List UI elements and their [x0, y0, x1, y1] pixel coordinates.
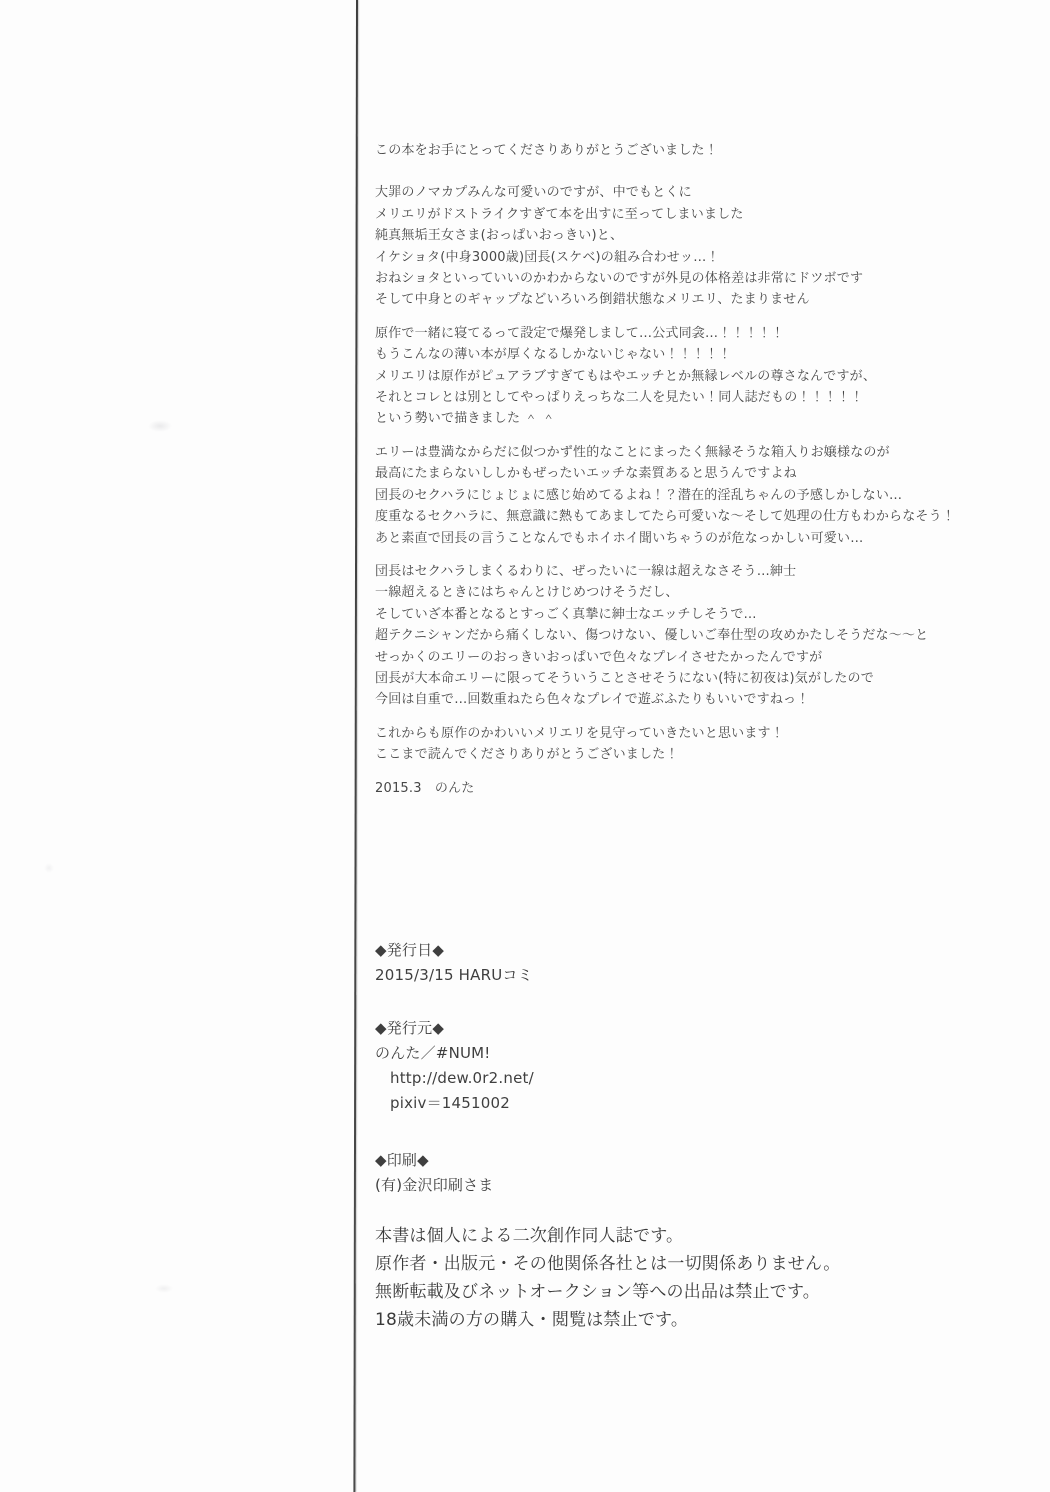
publisher-pixiv-id: pixiv＝1451002 [390, 1094, 511, 1112]
afterword-line: 今回は自重で…回数重ねたら色々なプレイで遊ぶふたりもいいですねっ！ [375, 692, 810, 708]
afterword-line: 一線超えるときにはちゃんとけじめつけそうだし、 [375, 585, 679, 601]
afterword-line: 大罪のノマカプみんな可愛いのですが、中でもとくに [375, 185, 692, 201]
afterword-line: 超テクニシャンだから痛くしない、傷つけない、優しいご奉仕型の攻めかたしそうだな～～と [375, 628, 929, 644]
disclaimer-line: 無断転載及びネットオークション等への出品は禁止です。 [375, 1282, 820, 1302]
afterword-paragraph [375, 182, 995, 310]
publication-date-value: 2015/3/15 HARUコミ [375, 966, 533, 984]
afterword-line: もうこんなの薄い本が厚くなるしかないじゃない！！！！！ [375, 347, 732, 363]
afterword-line: 最高にたまらないししかもぜったいエッチな素質あると思うんですよね [375, 466, 797, 482]
afterword-line: それとコレとは別としてやっぱりえっちな二人を見たい！同人誌だもの！！！！！ [375, 390, 864, 406]
afterword-line: 純真無垢王女さま(おっぱいおっきい)と、 [375, 228, 624, 244]
disclaimer-line: 原作者・出版元・その他関係各社とは一切関係ありません。 [375, 1254, 841, 1274]
section-heading-printer: ◆印刷◆ [375, 1151, 429, 1169]
afterword-line: 原作で一緒に寝てるって設定で爆発しまして…公式同衾…！！！！！ [375, 325, 785, 341]
afterword-line: 度重なるセクハラに、無意識に熱もてあましてたら可愛いな～そして処理の仕方もわからなそう！ [375, 509, 956, 525]
afterword-signature: 2015.3 のんた [375, 780, 475, 796]
scan-artifact [155, 1284, 173, 1293]
afterword-line: そして中身とのギャップなどいろいろ倒錯状態なメリエリ、たまりません [375, 292, 810, 308]
colophon-section-printer [375, 1148, 995, 1198]
afterword-line: メリエリは原作がピュアラブすぎてもはやエッチとか無縁レベルの尊さなんですが、 [375, 368, 877, 384]
printer-name: (有)金沢印刷さま [375, 1176, 494, 1194]
afterword-paragraph [375, 323, 995, 430]
afterword-paragraph [375, 442, 995, 549]
colophon [375, 938, 995, 1334]
scan-artifact [44, 863, 54, 873]
afterword-line: 団長はセクハラしまくるわりに、ぜったいに一線は超えなさそう…紳士 [375, 563, 797, 579]
afterword-line: 団長のセクハラにじょじょに感じ始めてるよね！？潜在的淫乱ちゃんの予感しかしない… [375, 487, 903, 503]
afterword-line: この本をお手にとってくださりありがとうございました！ [375, 143, 718, 158]
afterword-paragraph [375, 561, 995, 711]
publisher-url-text: http://dew.0r2.net/ [390, 1069, 534, 1087]
colophon-section-publication-date [375, 938, 995, 988]
afterword-line: せっかくのエリーのおっきいおっぱいで色々なプレイさせたかったんですが [375, 649, 823, 665]
gutter-rule [353, 0, 358, 1492]
afterword-paragraph [375, 140, 995, 161]
afterword-line: という勢いで描きました ＾ ＾ [375, 411, 556, 427]
section-heading-publisher: ◆発行元◆ [375, 1019, 445, 1037]
publisher-name: のんた／#NUM! [375, 1044, 491, 1062]
afterword-line: これからも原作のかわいいメリエリを見守っていきたいと思います！ [375, 725, 784, 741]
afterword-line: メリエリがドストライクすぎて本を出すに至ってしまいました [375, 206, 744, 222]
section-heading-publication-date: ◆発行日◆ [375, 941, 445, 959]
afterword-line: エリーは豊満なからだに似つかず性的なことにまったく無縁そうな箱入りお嬢様なのが [375, 444, 890, 460]
afterword-line: おねショタといっていいのかわからないのですが外見の体格差は非常にドツボです [375, 271, 864, 287]
afterword-line: そしていざ本番となるとすっごく真摯に紳士なエッチしそうで… [375, 606, 757, 622]
disclaimer-line: 18歳未満の方の購入・閲覧は禁止です。 [375, 1310, 689, 1330]
afterword-line: ここまで読んでくださりありがとうございました！ [375, 747, 679, 763]
afterword-line: 団長が大本命エリーに限ってそういうことさせそうにない(特に初夜は)気がしたので [375, 670, 874, 686]
afterword-line: イケショタ(中身3000歳)団長(スケベ)の組み合わせッ…！ [375, 249, 720, 265]
afterword-line: あと素直で団長の言うことなんでもホイホイ聞いちゃうのが危なっかしい可愛い… [375, 530, 864, 546]
afterword-text [375, 140, 995, 799]
disclaimer [375, 1222, 995, 1334]
colophon-section-publisher [375, 1016, 995, 1116]
afterword-paragraph [375, 723, 995, 766]
disclaimer-line: 本書は個人による二次創作同人誌です。 [375, 1226, 684, 1246]
scan-artifact [148, 420, 172, 432]
